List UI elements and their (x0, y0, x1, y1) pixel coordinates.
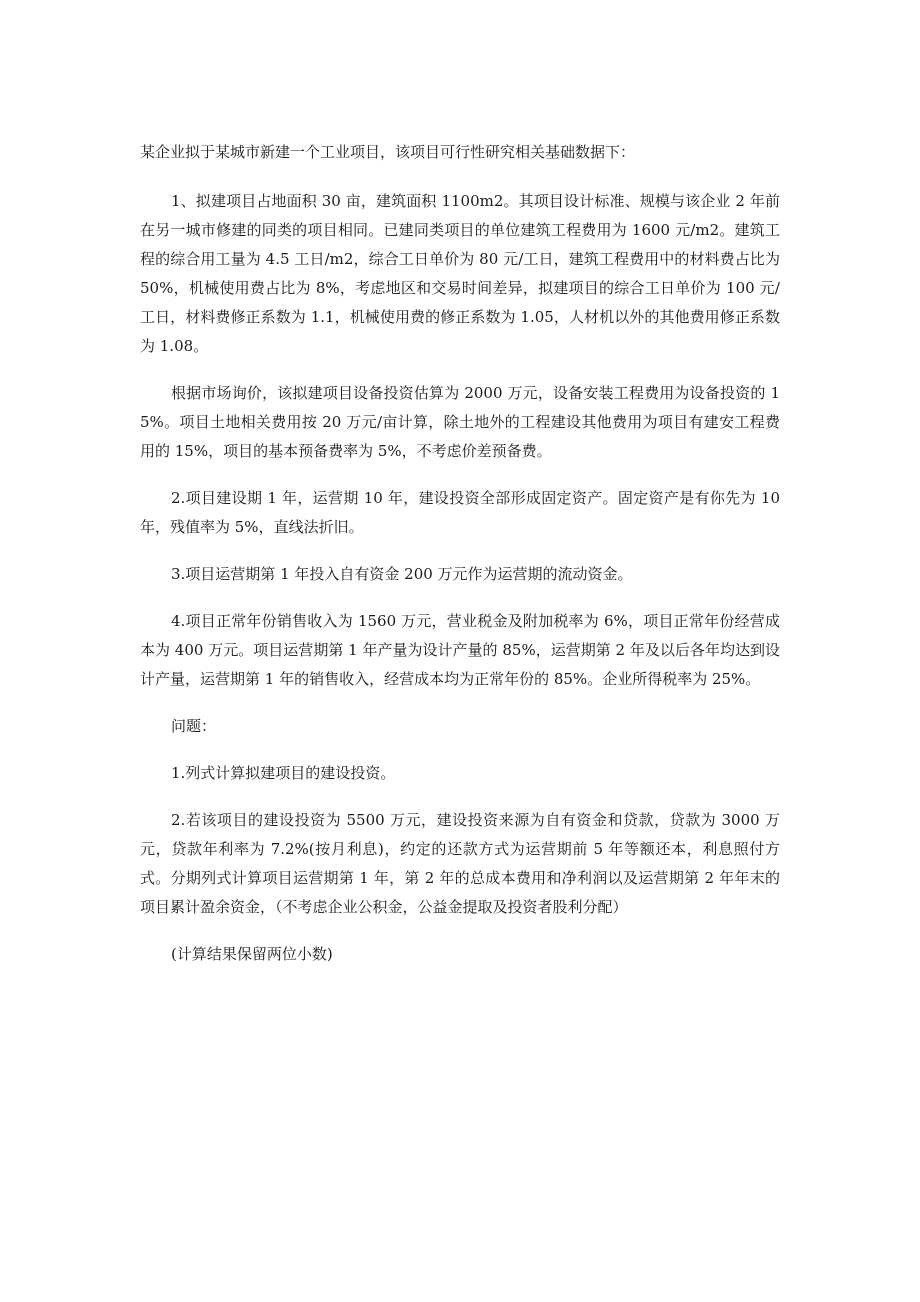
item-3-paragraph: 3.项目运营期第 1 年投入自有资金 200 万元作为运营期的流动资金。 (171, 565, 633, 583)
item-1-paragraph: 1、拟建项目占地面积 30 亩，建筑面积 1100m2。其项目设计标准、规模与该企业 2 年前在另一城市修建的同类的项目相同。已建同类项目的单位建筑工程费用为 1600 元/m2。建筑工程的综合用工量为 4.5 工日/m2，综合工日单价为 80 元/工日，建筑工程费用中的材料费占比为 50%，机械使用费占比为 8%，考虑地区和交易时间差异，拟建项目的综合工日单价为 100 元/工日，材料费修正系数为 1.1，机械使用费的修正系数为 1.05，人材机以外的其他费用修正系数为 1.08。 (140, 192, 780, 355)
item-4-paragraph: 4.项目正常年份销售收入为 1560 万元，营业税金及附加税率为 6%，项目正常年份经营成本为 400 万元。项目运营期第 1 年产量为设计产量的 85%，运营期第 2 年及以后各年均达到设计产量，运营期第 1 年的销售收入，经营成本均为正常年份的 85%。企业所得税率为 25%。 (140, 612, 780, 688)
question-1: 1.列式计算拟建项目的建设投资。 (171, 764, 396, 782)
market-inquiry-paragraph: 根据市场询价，该拟建项目设备投资估算为 2000 万元，设备安装工程费用为设备投资的 15%。项目土地相关费用按 20 万元/亩计算，除土地外的工程建设其他费用为项目有建安工程费用的 15%，项目的基本预备费率为 5%，不考虑价差预备费。 (140, 384, 780, 460)
question-2: 2.若该项目的建设投资为 5500 万元，建设投资来源为自有资金和贷款，贷款为 3000 万元，贷款年利率为 7.2%(按月利息)，约定的还款方式为运营期前 5 年等额还本，利息照付方式。分期列式计算项目运营期第 1 年，第 2 年的总成本费用和净利润以及运营期第 2 年年末的项目累计盈余资金，（不考虑企业公积金，公益金提取及投资者股利分配） (140, 811, 780, 916)
rounding-note: (计算结果保留两位小数) (171, 945, 333, 963)
item-2-paragraph: 2.项目建设期 1 年，运营期 10 年，建设投资全部形成固定资产。固定资产是有你先为 10 年，残值率为 5%，直线法折旧。 (140, 489, 780, 536)
questions-heading: 问题： (171, 717, 217, 735)
intro-paragraph: 某企业拟于某城市新建一个工业项目，该项目可行性研究相关基础数据下： (140, 143, 636, 161)
document-body (140, 138, 780, 987)
